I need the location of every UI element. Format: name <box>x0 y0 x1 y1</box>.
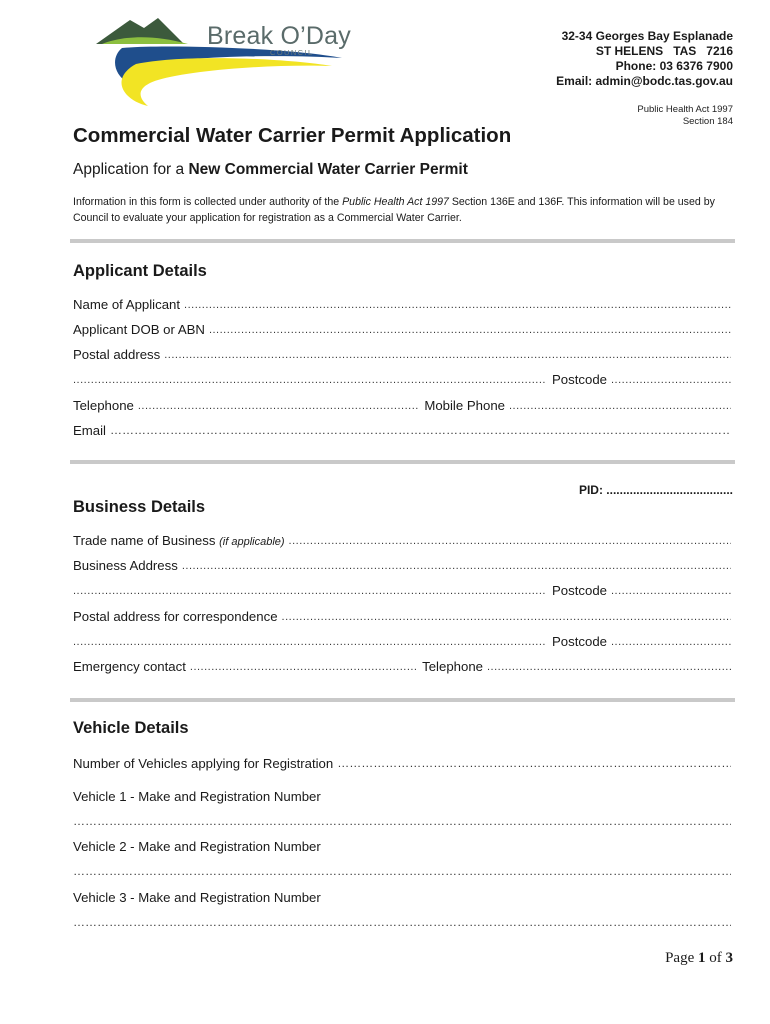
vehicle-count-label: Number of Vehicles applying for Registration <box>73 756 334 771</box>
subtitle-prefix: Application for a <box>73 161 189 178</box>
postal-address-line-2[interactable] <box>73 373 546 387</box>
mobile-label: Mobile Phone <box>424 398 505 413</box>
business-address-label: Business Address <box>73 558 178 573</box>
emergency-contact-label: Emergency contact <box>73 659 186 674</box>
application-type <box>73 161 468 179</box>
applicant-dob-line[interactable] <box>209 323 731 337</box>
info-paragraph <box>73 194 733 226</box>
postal-address-line[interactable] <box>164 348 731 362</box>
subtitle-bold: New Commercial Water Carrier Permit <box>188 161 468 178</box>
business-heading: Business Details <box>73 498 206 516</box>
address-phone: Phone: 03 6376 7900 <box>615 59 733 73</box>
business-address-line[interactable] <box>182 559 731 573</box>
telephone-label: Telephone <box>73 398 134 413</box>
applicant-dob-label: Applicant DOB or ABN <box>73 322 205 337</box>
email-field[interactable] <box>73 420 731 438</box>
correspondence-postcode-row[interactable] <box>73 631 731 649</box>
postal-address-field[interactable] <box>73 344 731 362</box>
vehicle-1-field[interactable] <box>73 811 731 829</box>
info-text-2: Section 136E and 136F. This information will be used by Council to evaluate your application for registration as a Commercial Water Carrier. <box>73 196 715 224</box>
pid-field[interactable] <box>579 483 733 497</box>
telephone-row[interactable] <box>73 395 731 413</box>
vehicle-2-field[interactable] <box>73 861 731 879</box>
vehicle-3-field[interactable] <box>73 912 731 930</box>
business-postcode-row[interactable] <box>73 580 731 598</box>
page-word: Page <box>665 950 695 966</box>
business-address-field[interactable] <box>73 555 731 573</box>
section-divider <box>70 698 735 702</box>
address-street: 32-34 Georges Bay Esplanade <box>561 29 733 43</box>
emergency-contact-line[interactable] <box>190 660 416 674</box>
page-number <box>665 950 733 967</box>
info-act: Public Health Act 1997 <box>342 196 449 208</box>
applicant-dob-field[interactable] <box>73 319 731 337</box>
emergency-telephone-line[interactable] <box>487 660 731 674</box>
trade-name-field[interactable] <box>73 530 731 548</box>
page-current: 1 <box>698 950 706 966</box>
page-total: 3 <box>725 950 733 966</box>
email-label: Email <box>73 423 106 438</box>
vehicle-2-label: Vehicle 2 - Make and Registration Number <box>73 839 321 854</box>
page-of: of <box>709 950 722 966</box>
vehicle-count-line[interactable] <box>337 756 731 771</box>
logo-road-yellow <box>121 58 332 106</box>
applicant-name-label: Name of Applicant <box>73 297 181 312</box>
trade-name-label <box>73 533 289 548</box>
telephone-line[interactable] <box>138 399 418 413</box>
correspondence-address-field[interactable] <box>73 606 731 624</box>
vehicle-3-label-row <box>73 887 731 905</box>
info-text-1: Information in this form is collected under authority of the <box>73 196 343 208</box>
council-name: Break O’Day <box>207 22 351 50</box>
postal-address-label: Postal address <box>73 347 161 362</box>
address-email: Email: admin@bodc.tas.gov.au <box>556 74 733 88</box>
vehicle-1-line[interactable] <box>73 814 731 829</box>
act-reference <box>637 104 733 128</box>
applicant-name-field[interactable] <box>73 294 731 312</box>
pid-label: PID: <box>578 483 603 497</box>
trade-name-line[interactable] <box>289 534 731 548</box>
trade-name-note: (if applicable) <box>219 536 285 548</box>
business-postcode-label: Postcode <box>552 583 607 598</box>
business-postcode-line[interactable] <box>611 584 731 598</box>
business-address-line-2[interactable] <box>73 584 546 598</box>
correspondence-postcode-line[interactable] <box>611 635 731 649</box>
mobile-line[interactable] <box>509 399 731 413</box>
council-address <box>556 29 733 89</box>
email-line[interactable] <box>110 423 731 438</box>
correspondence-address-line-2[interactable] <box>73 635 546 649</box>
vehicle-heading: Vehicle Details <box>73 719 189 737</box>
section-divider <box>70 239 735 243</box>
vehicle-3-line[interactable] <box>73 915 731 930</box>
postal-postcode-row[interactable] <box>73 369 731 387</box>
act-section: Section 184 <box>682 116 733 127</box>
correspondence-postcode-label: Postcode <box>552 634 607 649</box>
vehicle-3-label: Vehicle 3 - Make and Registration Number <box>73 890 321 905</box>
postcode-label: Postcode <box>552 372 607 387</box>
postcode-line[interactable] <box>611 373 731 387</box>
vehicle-1-label-row <box>73 786 731 804</box>
correspondence-address-label: Postal address for correspondence <box>73 609 278 624</box>
section-divider <box>70 460 735 464</box>
emergency-contact-row[interactable] <box>73 656 731 674</box>
correspondence-address-line[interactable] <box>282 610 731 624</box>
address-town: ST HELENS TAS 7216 <box>595 44 733 58</box>
applicant-heading: Applicant Details <box>73 262 207 280</box>
pid-line[interactable] <box>606 483 733 497</box>
act-name: Public Health Act 1997 <box>637 104 733 115</box>
vehicle-1-label: Vehicle 1 - Make and Registration Number <box>73 789 321 804</box>
vehicle-2-label-row <box>73 836 731 854</box>
page-title: Commercial Water Carrier Permit Application <box>73 124 512 147</box>
council-subtitle: COUNCIL <box>270 48 314 57</box>
trade-name-text: Trade name of Business <box>73 533 216 548</box>
emergency-telephone-label: Telephone <box>422 659 483 674</box>
vehicle-count-field[interactable] <box>73 753 731 771</box>
vehicle-2-line[interactable] <box>73 864 731 879</box>
applicant-name-line[interactable] <box>184 298 731 312</box>
